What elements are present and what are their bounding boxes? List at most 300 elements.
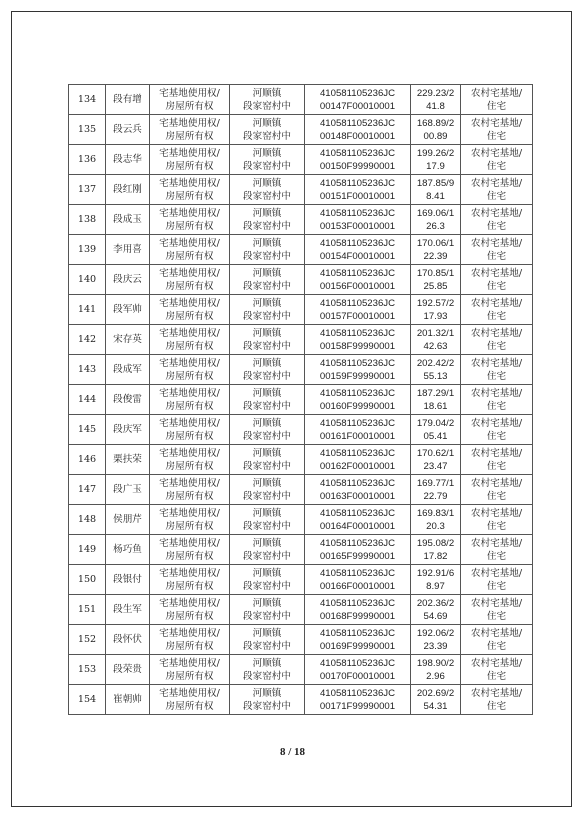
cell-parcel-code-line: 410581105236JC xyxy=(319,567,396,579)
cell-location-line: 段家窑村中 xyxy=(243,340,291,352)
cell-right-type-line: 房屋所有权 xyxy=(165,520,214,532)
cell-right-type xyxy=(150,475,230,505)
cell-right-type xyxy=(150,265,230,295)
cell-land-use xyxy=(461,385,533,415)
cell-number: 142 xyxy=(69,325,106,355)
cell-location-line: 河顺镇 xyxy=(252,267,282,279)
cell-parcel-code-line: 410581105236JC xyxy=(319,477,396,489)
cell-owner-name: 段志华 xyxy=(106,145,150,175)
cell-area-line: 2.96 xyxy=(426,670,445,682)
cell-location-line: 段家窑村中 xyxy=(243,520,291,532)
cell-right-type-line: 房屋所有权 xyxy=(165,460,214,472)
cell-land-use xyxy=(461,145,533,175)
cell-location-line: 段家窑村中 xyxy=(243,400,291,412)
cell-land-use xyxy=(461,235,533,265)
cell-area-line: 179.04/2 xyxy=(416,417,455,429)
cell-land-use xyxy=(461,535,533,565)
cell-location-line: 河顺镇 xyxy=(252,627,282,639)
cell-location-line: 河顺镇 xyxy=(252,147,282,159)
cell-land-use-line: 农村宅基地/ xyxy=(470,387,523,399)
cell-area-line: 22.79 xyxy=(423,490,448,502)
cell-number: 134 xyxy=(69,85,106,115)
cell-right-type-line: 宅基地使用权/ xyxy=(159,357,220,369)
table-row xyxy=(69,325,533,355)
cell-location xyxy=(230,535,305,565)
cell-owner-name: 段银付 xyxy=(106,565,150,595)
cell-area-line: 23.47 xyxy=(423,460,448,472)
table-row xyxy=(69,295,533,325)
cell-parcel-code-line: 00151F00010001 xyxy=(319,190,396,202)
cell-right-type-line: 宅基地使用权/ xyxy=(159,147,220,159)
cell-parcel-code-line: 00153F00010001 xyxy=(319,220,396,232)
cell-location-line: 河顺镇 xyxy=(252,87,282,99)
cell-area xyxy=(411,625,461,655)
cell-parcel-code xyxy=(305,625,411,655)
cell-number: 135 xyxy=(69,115,106,145)
cell-area xyxy=(411,385,461,415)
cell-area-line: 20.3 xyxy=(426,520,445,532)
cell-parcel-code xyxy=(305,505,411,535)
cell-location-line: 段家窑村中 xyxy=(243,580,291,592)
cell-area-line: 00.89 xyxy=(423,130,448,142)
cell-parcel-code-line: 00157F00010001 xyxy=(319,310,396,322)
cell-location-line: 河顺镇 xyxy=(252,117,282,129)
cell-right-type xyxy=(150,295,230,325)
cell-right-type-line: 房屋所有权 xyxy=(165,190,214,202)
cell-parcel-code xyxy=(305,685,411,715)
cell-location xyxy=(230,205,305,235)
cell-right-type-line: 房屋所有权 xyxy=(165,430,214,442)
cell-right-type-line: 宅基地使用权/ xyxy=(159,327,220,339)
cell-location xyxy=(230,295,305,325)
page-number: 8 / 18 xyxy=(279,746,306,758)
cell-area-line: 42.63 xyxy=(423,340,448,352)
cell-land-use-line: 住宅 xyxy=(486,700,507,712)
table-row xyxy=(69,445,533,475)
cell-area-line: 199.26/2 xyxy=(416,147,455,159)
cell-parcel-code-line: 00171F99990001 xyxy=(319,700,396,712)
cell-parcel-code-line: 00166F00010001 xyxy=(319,580,396,592)
cell-owner-name: 段庆云 xyxy=(106,265,150,295)
cell-parcel-code-line: 410581105236JC xyxy=(319,657,396,669)
cell-right-type xyxy=(150,145,230,175)
cell-land-use xyxy=(461,505,533,535)
cell-land-use-line: 农村宅基地/ xyxy=(470,327,523,339)
cell-number: 145 xyxy=(69,415,106,445)
cell-area-line: 192.57/2 xyxy=(416,297,455,309)
cell-parcel-code-line: 00168F99990001 xyxy=(319,610,396,622)
cell-right-type xyxy=(150,355,230,385)
cell-location-line: 河顺镇 xyxy=(252,507,282,519)
cell-area-line: 195.08/2 xyxy=(416,537,455,549)
cell-right-type-line: 宅基地使用权/ xyxy=(159,507,220,519)
cell-parcel-code xyxy=(305,265,411,295)
cell-parcel-code xyxy=(305,145,411,175)
cell-area xyxy=(411,85,461,115)
cell-location xyxy=(230,85,305,115)
cell-number: 152 xyxy=(69,625,106,655)
cell-location-line: 河顺镇 xyxy=(252,537,282,549)
cell-area xyxy=(411,475,461,505)
cell-location xyxy=(230,115,305,145)
cell-right-type xyxy=(150,685,230,715)
cell-land-use-line: 住宅 xyxy=(486,280,507,292)
cell-right-type-line: 房屋所有权 xyxy=(165,160,214,172)
cell-right-type-line: 房屋所有权 xyxy=(165,250,214,262)
cell-land-use-line: 住宅 xyxy=(486,220,507,232)
cell-right-type-line: 宅基地使用权/ xyxy=(159,177,220,189)
cell-parcel-code-line: 410581105236JC xyxy=(319,357,396,369)
cell-right-type-line: 房屋所有权 xyxy=(165,550,214,562)
cell-parcel-code-line: 410581105236JC xyxy=(319,537,396,549)
table-row xyxy=(69,595,533,625)
table-row xyxy=(69,685,533,715)
cell-number: 150 xyxy=(69,565,106,595)
cell-parcel-code-line: 00170F00010001 xyxy=(319,670,396,682)
cell-parcel-code xyxy=(305,115,411,145)
cell-land-use xyxy=(461,265,533,295)
cell-area xyxy=(411,145,461,175)
cell-location xyxy=(230,445,305,475)
cell-area-line: 170.06/1 xyxy=(416,237,455,249)
table-row xyxy=(69,505,533,535)
cell-area xyxy=(411,685,461,715)
cell-area-line: 23.39 xyxy=(423,640,448,652)
cell-land-use xyxy=(461,205,533,235)
cell-land-use-line: 农村宅基地/ xyxy=(470,207,523,219)
cell-right-type-line: 宅基地使用权/ xyxy=(159,297,220,309)
cell-area xyxy=(411,355,461,385)
cell-parcel-code xyxy=(305,205,411,235)
cell-number: 137 xyxy=(69,175,106,205)
cell-area xyxy=(411,505,461,535)
cell-parcel-code-line: 410581105236JC xyxy=(319,387,396,399)
records-body xyxy=(69,85,533,715)
cell-parcel-code-line: 00147F00010001 xyxy=(319,100,396,112)
cell-area xyxy=(411,265,461,295)
cell-parcel-code xyxy=(305,655,411,685)
cell-parcel-code xyxy=(305,445,411,475)
cell-number: 138 xyxy=(69,205,106,235)
cell-land-use-line: 农村宅基地/ xyxy=(470,417,523,429)
cell-location-line: 段家窑村中 xyxy=(243,130,291,142)
cell-right-type-line: 房屋所有权 xyxy=(165,100,214,112)
cell-area xyxy=(411,325,461,355)
cell-owner-name: 段生军 xyxy=(106,595,150,625)
cell-land-use-line: 农村宅基地/ xyxy=(470,357,523,369)
cell-area-line: 170.62/1 xyxy=(416,447,455,459)
cell-area xyxy=(411,655,461,685)
cell-parcel-code-line: 00159F99990001 xyxy=(319,370,396,382)
cell-right-type-line: 房屋所有权 xyxy=(165,490,214,502)
table-row xyxy=(69,115,533,145)
cell-parcel-code-line: 410581105236JC xyxy=(319,237,396,249)
cell-area-line: 05.41 xyxy=(423,430,448,442)
cell-land-use-line: 农村宅基地/ xyxy=(470,237,523,249)
cell-right-type-line: 房屋所有权 xyxy=(165,640,214,652)
cell-location xyxy=(230,625,305,655)
cell-right-type-line: 房屋所有权 xyxy=(165,310,214,322)
table-row xyxy=(69,85,533,115)
cell-owner-name: 侯朋芹 xyxy=(106,505,150,535)
cell-number: 143 xyxy=(69,355,106,385)
cell-area-line: 25.85 xyxy=(423,280,448,292)
cell-owner-name: 段庆军 xyxy=(106,415,150,445)
cell-owner-name: 段红刚 xyxy=(106,175,150,205)
cell-location-line: 河顺镇 xyxy=(252,687,282,699)
cell-land-use-line: 农村宅基地/ xyxy=(470,177,523,189)
cell-owner-name: 李用喜 xyxy=(106,235,150,265)
cell-area-line: 169.77/1 xyxy=(416,477,455,489)
cell-land-use-line: 农村宅基地/ xyxy=(470,657,523,669)
cell-land-use xyxy=(461,85,533,115)
cell-area-line: 169.06/1 xyxy=(416,207,455,219)
cell-number: 149 xyxy=(69,535,106,565)
table-row xyxy=(69,355,533,385)
cell-right-type-line: 宅基地使用权/ xyxy=(159,657,220,669)
cell-land-use-line: 住宅 xyxy=(486,670,507,682)
cell-right-type-line: 宅基地使用权/ xyxy=(159,387,220,399)
cell-parcel-code xyxy=(305,385,411,415)
table-row xyxy=(69,145,533,175)
cell-right-type xyxy=(150,325,230,355)
cell-location-line: 段家窑村中 xyxy=(243,370,291,382)
cell-parcel-code-line: 410581105236JC xyxy=(319,447,396,459)
cell-area-line: 17.82 xyxy=(423,550,448,562)
cell-owner-name: 段怀伏 xyxy=(106,625,150,655)
cell-area xyxy=(411,235,461,265)
cell-owner-name: 段云兵 xyxy=(106,115,150,145)
table-row xyxy=(69,535,533,565)
cell-location xyxy=(230,595,305,625)
cell-location-line: 河顺镇 xyxy=(252,207,282,219)
cell-land-use-line: 住宅 xyxy=(486,250,507,262)
cell-area-line: 22.39 xyxy=(423,250,448,262)
cell-parcel-code-line: 410581105236JC xyxy=(319,297,396,309)
table-row xyxy=(69,625,533,655)
cell-area-line: 54.31 xyxy=(423,700,448,712)
cell-parcel-code-line: 00156F00010001 xyxy=(319,280,396,292)
cell-right-type-line: 房屋所有权 xyxy=(165,280,214,292)
cell-location xyxy=(230,505,305,535)
cell-right-type xyxy=(150,535,230,565)
cell-owner-name: 段俊雷 xyxy=(106,385,150,415)
cell-right-type-line: 宅基地使用权/ xyxy=(159,687,220,699)
table-row xyxy=(69,235,533,265)
cell-location-line: 段家窑村中 xyxy=(243,640,291,652)
cell-owner-name: 宋存英 xyxy=(106,325,150,355)
cell-location xyxy=(230,325,305,355)
cell-parcel-code xyxy=(305,295,411,325)
cell-parcel-code-line: 410581105236JC xyxy=(319,597,396,609)
cell-area xyxy=(411,565,461,595)
cell-number: 147 xyxy=(69,475,106,505)
cell-land-use-line: 住宅 xyxy=(486,400,507,412)
cell-land-use xyxy=(461,595,533,625)
cell-location-line: 段家窑村中 xyxy=(243,310,291,322)
cell-right-type xyxy=(150,415,230,445)
cell-area-line: 168.89/2 xyxy=(416,117,455,129)
cell-location-line: 河顺镇 xyxy=(252,387,282,399)
cell-area xyxy=(411,175,461,205)
cell-right-type-line: 房屋所有权 xyxy=(165,610,214,622)
cell-area-line: 202.69/2 xyxy=(416,687,455,699)
cell-right-type-line: 宅基地使用权/ xyxy=(159,417,220,429)
cell-owner-name: 段成玉 xyxy=(106,205,150,235)
cell-area-line: 54.69 xyxy=(423,610,448,622)
cell-land-use-line: 住宅 xyxy=(486,580,507,592)
cell-owner-name: 段成军 xyxy=(106,355,150,385)
cell-area-line: 229.23/2 xyxy=(416,87,455,99)
cell-location-line: 河顺镇 xyxy=(252,477,282,489)
table-row xyxy=(69,205,533,235)
cell-land-use-line: 农村宅基地/ xyxy=(470,447,523,459)
cell-parcel-code-line: 410581105236JC xyxy=(319,207,396,219)
cell-location xyxy=(230,145,305,175)
cell-parcel-code-line: 00161F00010001 xyxy=(319,430,396,442)
cell-land-use-line: 住宅 xyxy=(486,550,507,562)
cell-area-line: 198.90/2 xyxy=(416,657,455,669)
cell-land-use-line: 农村宅基地/ xyxy=(470,117,523,129)
cell-right-type xyxy=(150,85,230,115)
table-row xyxy=(69,265,533,295)
cell-land-use-line: 住宅 xyxy=(486,640,507,652)
cell-land-use-line: 农村宅基地/ xyxy=(470,267,523,279)
cell-land-use-line: 住宅 xyxy=(486,160,507,172)
cell-parcel-code-line: 00160F99990001 xyxy=(319,400,396,412)
cell-right-type-line: 宅基地使用权/ xyxy=(159,117,220,129)
cell-right-type-line: 宅基地使用权/ xyxy=(159,87,220,99)
table-row xyxy=(69,385,533,415)
cell-right-type-line: 房屋所有权 xyxy=(165,130,214,142)
cell-location-line: 河顺镇 xyxy=(252,657,282,669)
cell-land-use-line: 农村宅基地/ xyxy=(470,627,523,639)
cell-area-line: 8.97 xyxy=(426,580,445,592)
cell-right-type-line: 宅基地使用权/ xyxy=(159,627,220,639)
cell-parcel-code xyxy=(305,415,411,445)
cell-parcel-code-line: 00150F99990001 xyxy=(319,160,396,172)
cell-location-line: 河顺镇 xyxy=(252,237,282,249)
cell-parcel-code xyxy=(305,355,411,385)
cell-parcel-code xyxy=(305,175,411,205)
cell-number: 144 xyxy=(69,385,106,415)
cell-land-use-line: 住宅 xyxy=(486,340,507,352)
cell-land-use xyxy=(461,115,533,145)
cell-land-use xyxy=(461,475,533,505)
cell-land-use xyxy=(461,415,533,445)
cell-land-use-line: 住宅 xyxy=(486,100,507,112)
cell-right-type xyxy=(150,175,230,205)
cell-number: 141 xyxy=(69,295,106,325)
cell-location-line: 河顺镇 xyxy=(252,177,282,189)
cell-location xyxy=(230,175,305,205)
cell-area-line: 26.3 xyxy=(426,220,445,232)
cell-parcel-code-line: 00164F00010001 xyxy=(319,520,396,532)
cell-parcel-code-line: 410581105236JC xyxy=(319,327,396,339)
cell-land-use-line: 农村宅基地/ xyxy=(470,507,523,519)
cell-location-line: 河顺镇 xyxy=(252,447,282,459)
cell-number: 153 xyxy=(69,655,106,685)
cell-location-line: 河顺镇 xyxy=(252,597,282,609)
cell-land-use xyxy=(461,445,533,475)
cell-location xyxy=(230,565,305,595)
cell-area-line: 192.06/2 xyxy=(416,627,455,639)
cell-right-type xyxy=(150,505,230,535)
cell-parcel-code-line: 00169F99990001 xyxy=(319,640,396,652)
cell-area xyxy=(411,205,461,235)
cell-location-line: 河顺镇 xyxy=(252,297,282,309)
cell-parcel-code-line: 410581105236JC xyxy=(319,627,396,639)
cell-location-line: 段家窑村中 xyxy=(243,190,291,202)
cell-land-use xyxy=(461,685,533,715)
cell-location xyxy=(230,685,305,715)
cell-area xyxy=(411,295,461,325)
cell-location-line: 段家窑村中 xyxy=(243,160,291,172)
cell-number: 136 xyxy=(69,145,106,175)
cell-right-type-line: 宅基地使用权/ xyxy=(159,537,220,549)
cell-land-use xyxy=(461,355,533,385)
cell-right-type xyxy=(150,655,230,685)
cell-parcel-code xyxy=(305,565,411,595)
cell-parcel-code-line: 00154F00010001 xyxy=(319,250,396,262)
cell-area xyxy=(411,535,461,565)
cell-right-type xyxy=(150,445,230,475)
cell-parcel-code-line: 410581105236JC xyxy=(319,87,396,99)
cell-land-use-line: 农村宅基地/ xyxy=(470,87,523,99)
records-table xyxy=(68,84,533,715)
cell-location-line: 河顺镇 xyxy=(252,567,282,579)
cell-right-type-line: 宅基地使用权/ xyxy=(159,447,220,459)
cell-parcel-code xyxy=(305,85,411,115)
cell-land-use-line: 农村宅基地/ xyxy=(470,537,523,549)
cell-right-type-line: 宅基地使用权/ xyxy=(159,567,220,579)
cell-owner-name: 段有增 xyxy=(106,85,150,115)
cell-right-type xyxy=(150,595,230,625)
cell-location xyxy=(230,475,305,505)
cell-location xyxy=(230,235,305,265)
cell-area-line: 17.9 xyxy=(426,160,445,172)
cell-location-line: 河顺镇 xyxy=(252,357,282,369)
cell-land-use-line: 住宅 xyxy=(486,490,507,502)
cell-land-use-line: 住宅 xyxy=(486,370,507,382)
cell-land-use-line: 住宅 xyxy=(486,190,507,202)
cell-area-line: 8.41 xyxy=(426,190,445,202)
cell-location xyxy=(230,655,305,685)
cell-area-line: 187.85/9 xyxy=(416,177,455,189)
cell-right-type-line: 宅基地使用权/ xyxy=(159,237,220,249)
cell-parcel-code-line: 410581105236JC xyxy=(319,177,396,189)
cell-parcel-code-line: 00162F00010001 xyxy=(319,460,396,472)
cell-right-type-line: 房屋所有权 xyxy=(165,700,214,712)
cell-location-line: 段家窑村中 xyxy=(243,550,291,562)
cell-area xyxy=(411,445,461,475)
cell-location-line: 段家窑村中 xyxy=(243,670,291,682)
cell-location xyxy=(230,355,305,385)
cell-area-line: 201.32/1 xyxy=(416,327,455,339)
cell-location-line: 段家窑村中 xyxy=(243,490,291,502)
cell-area xyxy=(411,595,461,625)
cell-area-line: 17.93 xyxy=(423,310,448,322)
table-row xyxy=(69,565,533,595)
cell-right-type xyxy=(150,565,230,595)
cell-area-line: 55.13 xyxy=(423,370,448,382)
cell-location xyxy=(230,415,305,445)
cell-owner-name: 栗扶荣 xyxy=(106,445,150,475)
cell-location-line: 段家窑村中 xyxy=(243,700,291,712)
cell-area-line: 202.36/2 xyxy=(416,597,455,609)
cell-area-line: 41.8 xyxy=(426,100,445,112)
cell-location-line: 段家窑村中 xyxy=(243,100,291,112)
